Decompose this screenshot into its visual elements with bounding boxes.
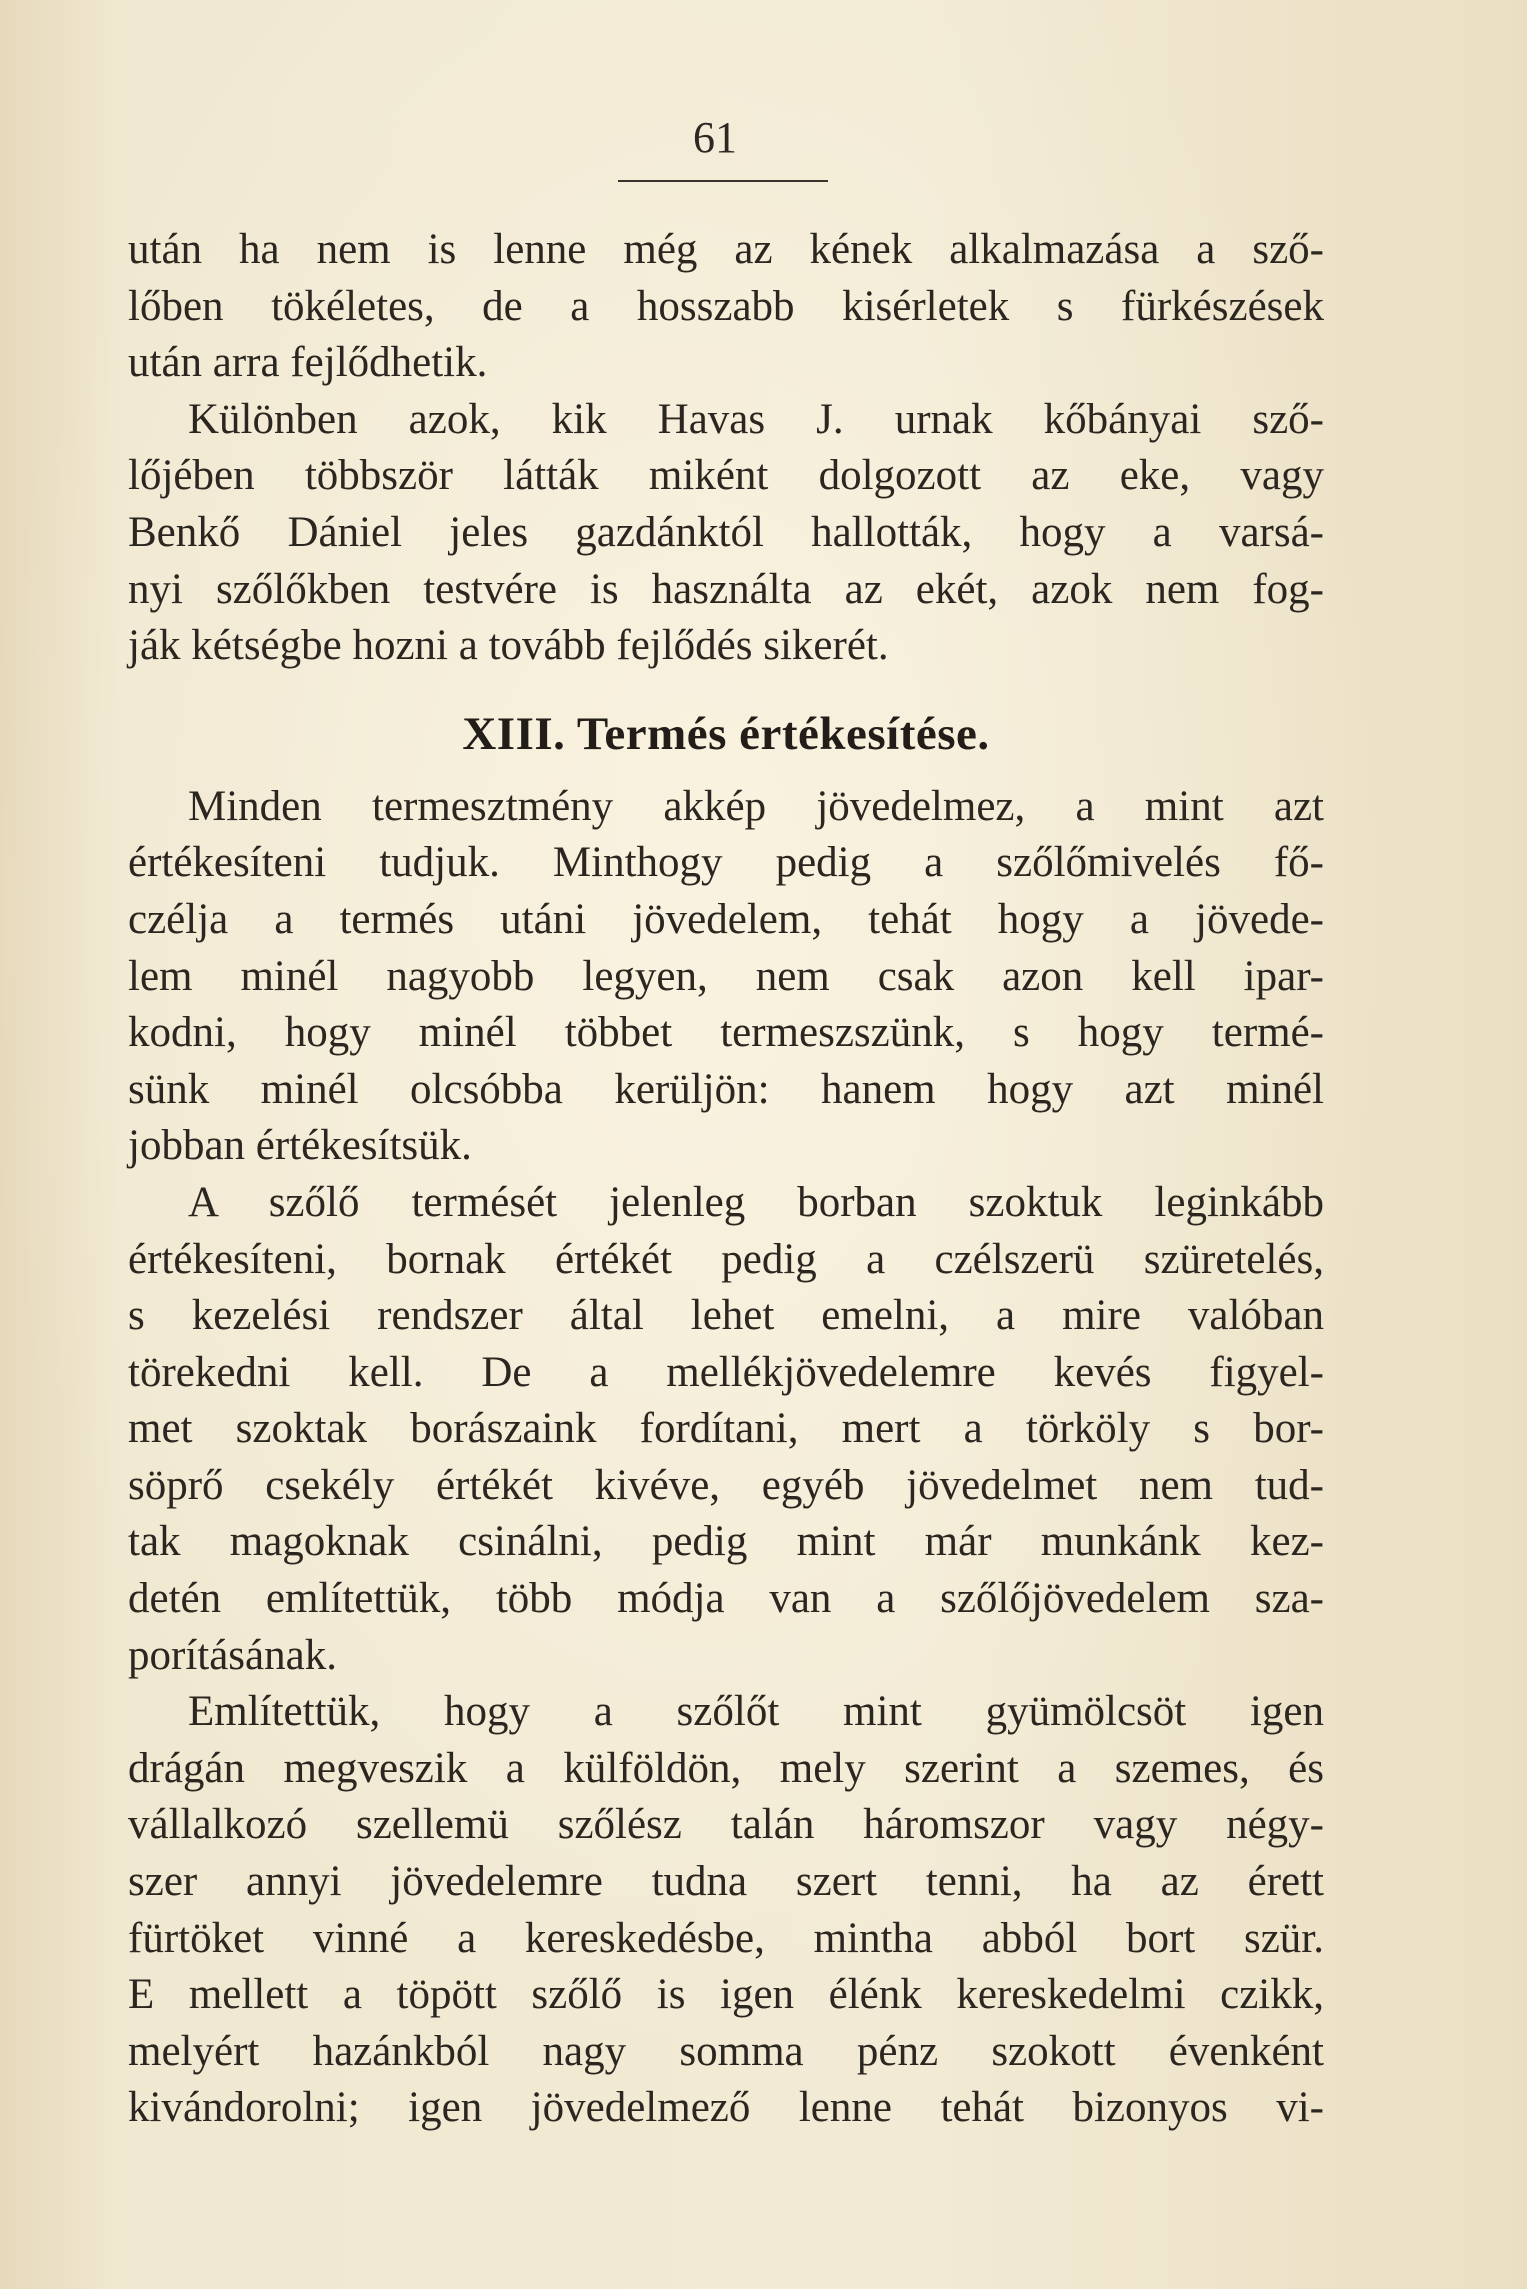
text-line: Különben azok, kik Havas J. urnak kőbányai sző- (188, 395, 1324, 443)
text-line: vállalkozó szellemü szőlész talán háromszor vagy négy- (128, 1801, 1324, 1849)
text-line: szer annyi jövedelemre tudna szert tenni, ha az érett (128, 1858, 1324, 1906)
paragraph (128, 1684, 1324, 2137)
text-line: nyi szőlőkben testvére is használta az ekét, azok nem fog- (128, 565, 1324, 613)
text-line: fürtöket vinné a kereskedésbe, mintha abból bort szür. (128, 1914, 1324, 1962)
text-line: tak magoknak csinálni, pedig mint már munkánk kez- (128, 1518, 1324, 1566)
text-line: Említettük, hogy a szőlőt mint gyümölcsöt igen (188, 1688, 1324, 1736)
text-line: E mellett a töpött szőlő is igen élénk kereskedelmi czikk, (128, 1971, 1324, 2019)
text-line: met szoktak borászaink fordítani, mert a törköly s bor- (128, 1405, 1324, 1453)
text-line: kodni, hogy minél többet termeszszünk, s hogy termé- (128, 1009, 1324, 1057)
text-line: után ha nem is lenne még az kének alkalmazása a sző- (128, 226, 1324, 273)
text-line: drágán megveszik a külföldön, mely szerint a szemes, és (128, 1744, 1324, 1792)
text-line: A szőlő termését jelenleg borban szoktuk leginkább (188, 1178, 1324, 1226)
text-line: kivándorolni; igen jövedelmező lenne tehát bizonyos vi- (128, 2084, 1324, 2132)
text-line: detén említettük, több módja van a szőlőjövedelem sza- (128, 1575, 1324, 1623)
text-line: értékesíteni, bornak értékét pedig a czélszerü szüretelés, (128, 1235, 1324, 1283)
text-line: sünk minél olcsóbba kerüljön: hanem hogy azt minél (128, 1065, 1324, 1113)
text-line: törekedni kell. De a mellékjövedelemre kevés figyel- (128, 1348, 1324, 1396)
text-line: ják kétségbe hozni a tovább fejlődés sikerét. (128, 622, 889, 670)
text-line: lem minél nagyobb legyen, nem csak azon kell ipar- (128, 952, 1324, 1000)
text-line: után arra fejlődhetik. (128, 339, 488, 387)
paragraph (128, 1175, 1324, 1684)
paragraph (128, 779, 1324, 1175)
text-line: porításának. (128, 1631, 337, 1679)
text-line: jobban értékesítsük. (128, 1122, 472, 1170)
text-line: söprő csekély értékét kivéve, egyéb jövedelmet nem tud- (128, 1461, 1324, 1509)
text-line: Minden termesztmény akkép jövedelmez, a mint azt (188, 782, 1324, 830)
paragraph (128, 392, 1324, 675)
section-heading: XIII. Termés értékesítése. (462, 707, 990, 760)
text-line: értékesíteni tudjuk. Minthogy pedig a szőlőmivelés fő- (128, 839, 1324, 887)
text-line: s kezelési rendszer által lehet emelni, a mire valóban (128, 1292, 1324, 1340)
header-rule (618, 180, 828, 182)
page-number: 61 (693, 113, 737, 162)
text-line: Benkő Dániel jeles gazdánktól hallották, hogy a varsá- (128, 508, 1324, 556)
paragraph-continuation (128, 222, 1324, 392)
text-line: czélja a termés utáni jövedelem, tehát hogy a jövede- (128, 895, 1324, 943)
text-line: melyért hazánkból nagy somma pénz szokott évenként (128, 2027, 1324, 2075)
body-text (128, 222, 1324, 2137)
text-line: lőben tökéletes, de a hosszabb kisérletek s fürkészések (128, 282, 1324, 330)
text-line: lőjében többször látták miként dolgozott az eke, vagy (128, 452, 1324, 500)
